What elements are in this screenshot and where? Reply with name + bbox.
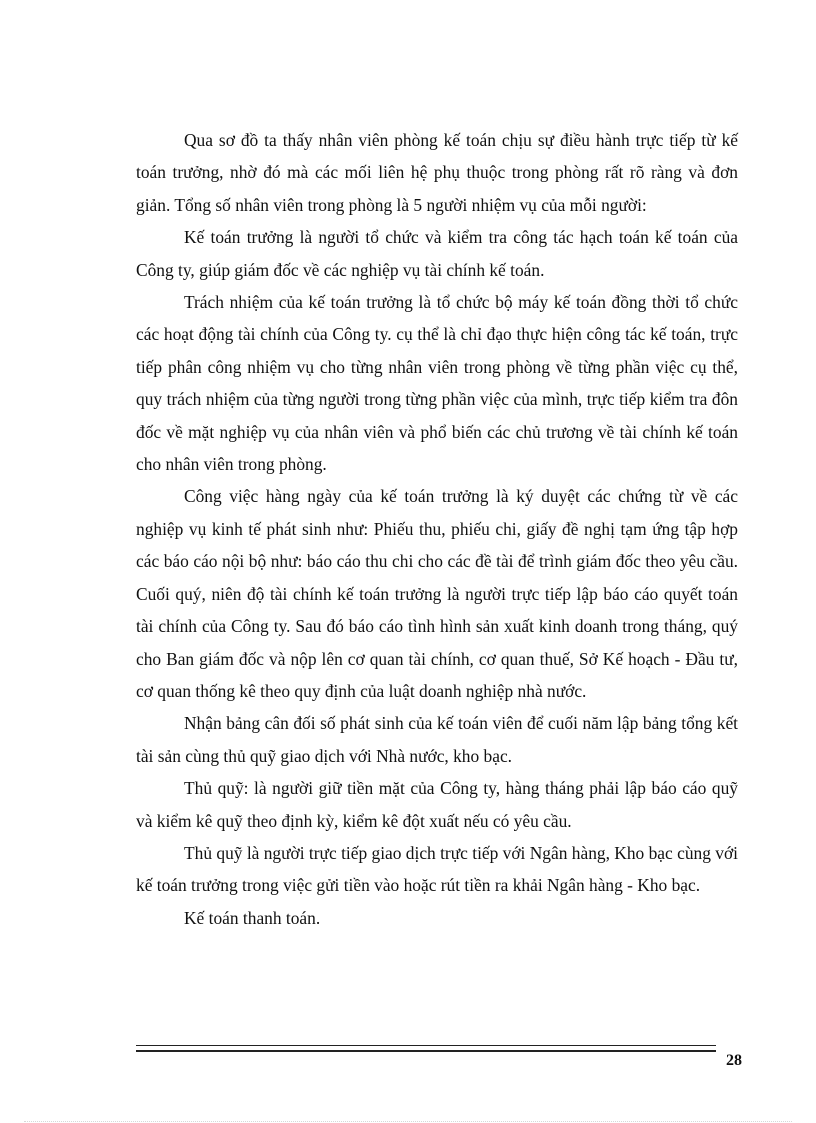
paragraph-balance-sheet: Nhận bảng cân đối số phát sinh của kế toán viên để cuối năm lập bảng tổng kết tài sản cùng thủ quỹ giao dịch với Nhà nước, kho bạc.: [136, 713, 738, 766]
paragraph-chief-accountant-role: Kế toán trưởng là người tổ chức và kiểm tra công tác hạch toán kế toán của Công ty, giúp giám đốc về các nghiệp vụ tài chính kế toán.: [136, 227, 738, 280]
paragraph-treasurer-banking: Thủ quỹ là người trực tiếp giao dịch trực tiếp với Ngân hàng, Kho bạc cùng với kế toán trưởng trong việc gửi tiền vào hoặc rút tiền ra khải Ngân hàng - Kho bạc.: [136, 842, 738, 896]
paragraph-chief-accountant-responsibility: Trách nhiệm của kế toán trưởng là tổ chức bộ máy kế toán đồng thời tổ chức các hoạt động tài chính của Công ty. cụ thể là chỉ đạo thực hiện công tác kế toán, trực tiếp phân công nhiệm vụ cho từng nhân viên trong phòng về từng phần việc cụ thể, quy trách nhiệm của từng người trong từng phần việc của mình, trực tiếp kiểm tra đôn đốc về mặt nghiệp vụ của nhân viên và phổ biến các chủ trương về tài chính kế toán cho nhân viên trong phòng.: [136, 292, 738, 475]
page-bottom-dotted-edge: [24, 1121, 792, 1122]
footer-divider: [136, 1045, 716, 1046]
paragraph-chief-accountant-daily-work: Công việc hàng ngày của kế toán trưởng là ký duyệt các chứng từ về các nghiệp vụ kinh tế phát sinh như: Phiếu thu, phiếu chi, giấy đề nghị tạm ứng tập hợp các báo cáo nội bộ như: báo cáo thu chi cho các đề tài để trình giám đốc theo yêu cầu. Cuối quý, niên độ tài chính kế toán trưởng là người trực tiếp lập báo cáo quyết toán tài chính của Công ty. Sau đó báo cáo tình hình sản xuất kinh doanh trong tháng, quý cho Ban giám đốc và nộp lên cơ quan tài chính, cơ quan thuế, Sở Kế hoạch - Đầu tư, cơ quan thống kê theo quy định của luật doanh nghiệp nhà nước.: [136, 486, 738, 701]
page-number: 28: [726, 1052, 742, 1069]
paragraph-treasurer-role: Thủ quỹ: là người giữ tiền mặt của Công ty, hàng tháng phải lập báo cáo quỹ và kiểm kê quỹ theo định kỳ, kiểm kê đột xuất nếu có yêu cầu.: [136, 778, 738, 831]
page-body: [136, 124, 738, 934]
paragraph-payment-accountant: Kế toán thanh toán.: [184, 907, 321, 928]
footer-divider-secondary: [136, 1050, 716, 1052]
paragraph-accounting-staff-overview: Qua sơ đồ ta thấy nhân viên phòng kế toán chịu sự điều hành trực tiếp từ kế toán trưởng, nhờ đó mà các mối liên hệ phụ thuộc trong phòng rất rõ ràng và đơn giản. Tổng số nhân viên trong phòng là 5 người nhiệm vụ của mỗi người:: [136, 130, 738, 215]
